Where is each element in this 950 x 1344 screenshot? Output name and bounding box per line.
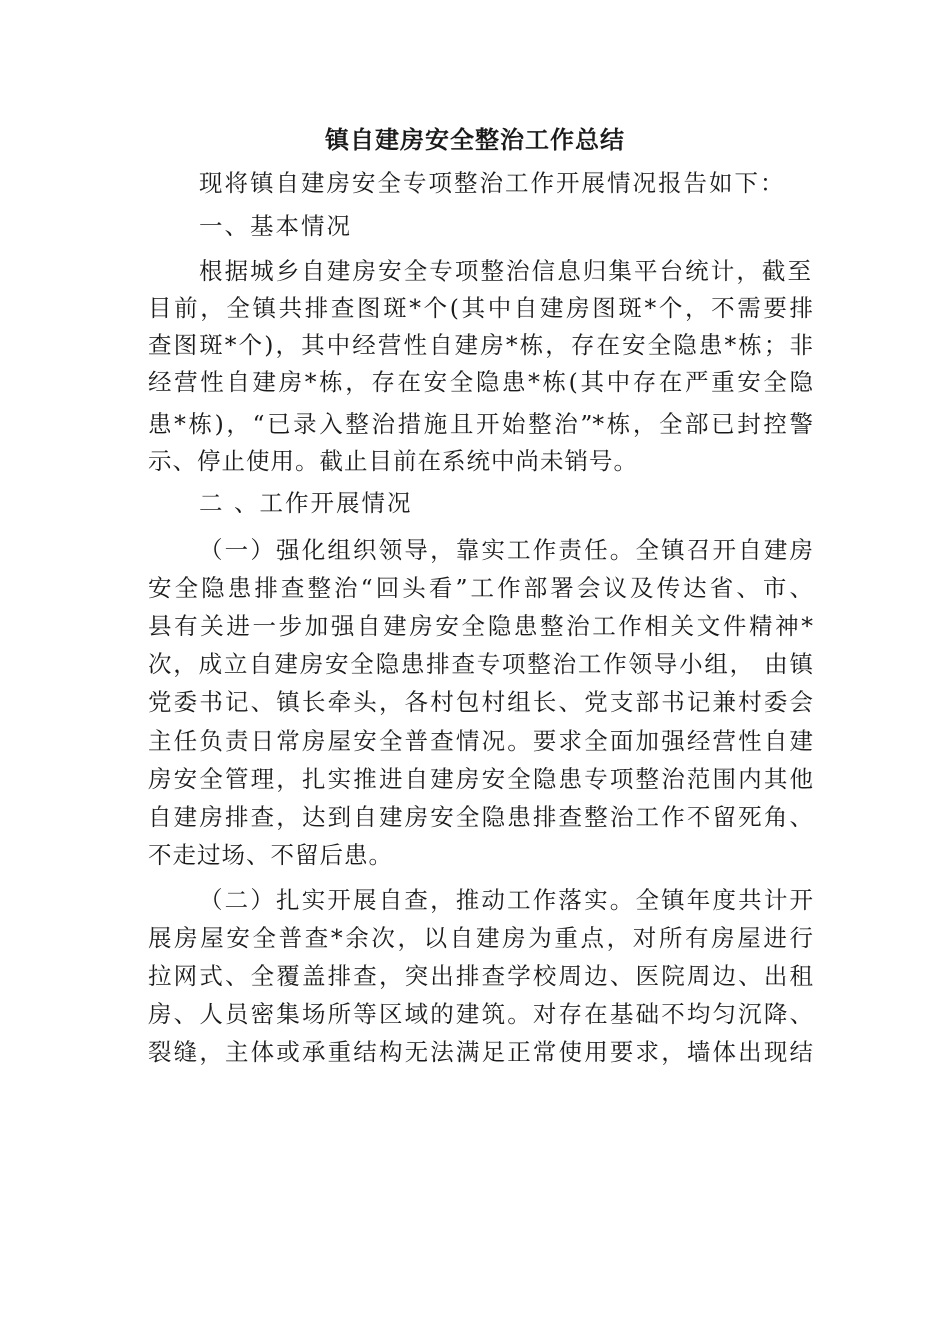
para1-line: 自建房排查，达到自建房安全隐患排查整治工作不留死角、 — [148, 803, 813, 831]
section-heading-work: 二 、工作开展情况 — [199, 489, 413, 517]
para2-line: 展房屋安全普查*余次，以自建房为重点，对所有房屋进行 — [148, 924, 813, 952]
para1-line: （一）强化组织领导，靠实工作责任。全镇召开自建房 — [199, 536, 813, 564]
section-heading-basic: 一、基本情况 — [199, 212, 352, 240]
para2-line: 房、人员密集场所等区域的建筑。对存在基础不均匀沉降、 — [148, 1000, 813, 1028]
intro-text: 现将镇自建房安全专项整治工作开展情况报告如下： — [199, 169, 786, 197]
section1-line: 根据城乡自建房安全专项整治信息归集平台统计，截至 — [199, 257, 813, 285]
para1-line: 县有关进一步加强自建房安全隐患整治工作相关文件精神* — [148, 612, 813, 640]
section1-line: 经营性自建房*栋，存在安全隐患*栋(其中存在严重安全隐 — [148, 368, 813, 396]
section1-line: 患*栋)，“已录入整治措施且开始整治”*栋，全部已封控警 — [148, 410, 813, 438]
para1-line: 党委书记、镇长牵头，各村包村组长、党支部书记兼村委会 — [148, 688, 813, 716]
para1-line: 主任负责日常房屋安全普查情况。要求全面加强经营性自建 — [148, 727, 813, 755]
section1-line: 查图斑*个)，其中经营性自建房*栋，存在安全隐患*栋；非 — [148, 331, 813, 359]
section1-line: 目前，全镇共排查图斑*个(其中自建房图斑*个，不需要排 — [148, 294, 813, 322]
para1-line: 不走过场、不留后患。 — [148, 841, 393, 869]
section1-line: 示、停止使用。截止目前在系统中尚未销号。 — [148, 447, 638, 475]
para2-line: 裂缝，主体或承重结构无法满足正常使用要求，墙体出现结 — [148, 1038, 813, 1066]
para2-line: （二）扎实开展自查，推动工作落实。全镇年度共计开 — [199, 886, 813, 914]
para1-line: 安全隐患排查整治“回头看”工作部署会议及传达省、市、 — [148, 574, 813, 602]
document-title: 镇自建房安全整治工作总结 — [325, 125, 625, 154]
para1-line: 次，成立自建房安全隐患排查专项整治工作领导小组， 由镇 — [148, 650, 813, 678]
para1-line: 房安全管理，扎实推进自建房安全隐患专项整治范围内其他 — [148, 765, 813, 793]
para2-line: 拉网式、全覆盖排查，突出排查学校周边、医院周边、出租 — [148, 962, 813, 990]
